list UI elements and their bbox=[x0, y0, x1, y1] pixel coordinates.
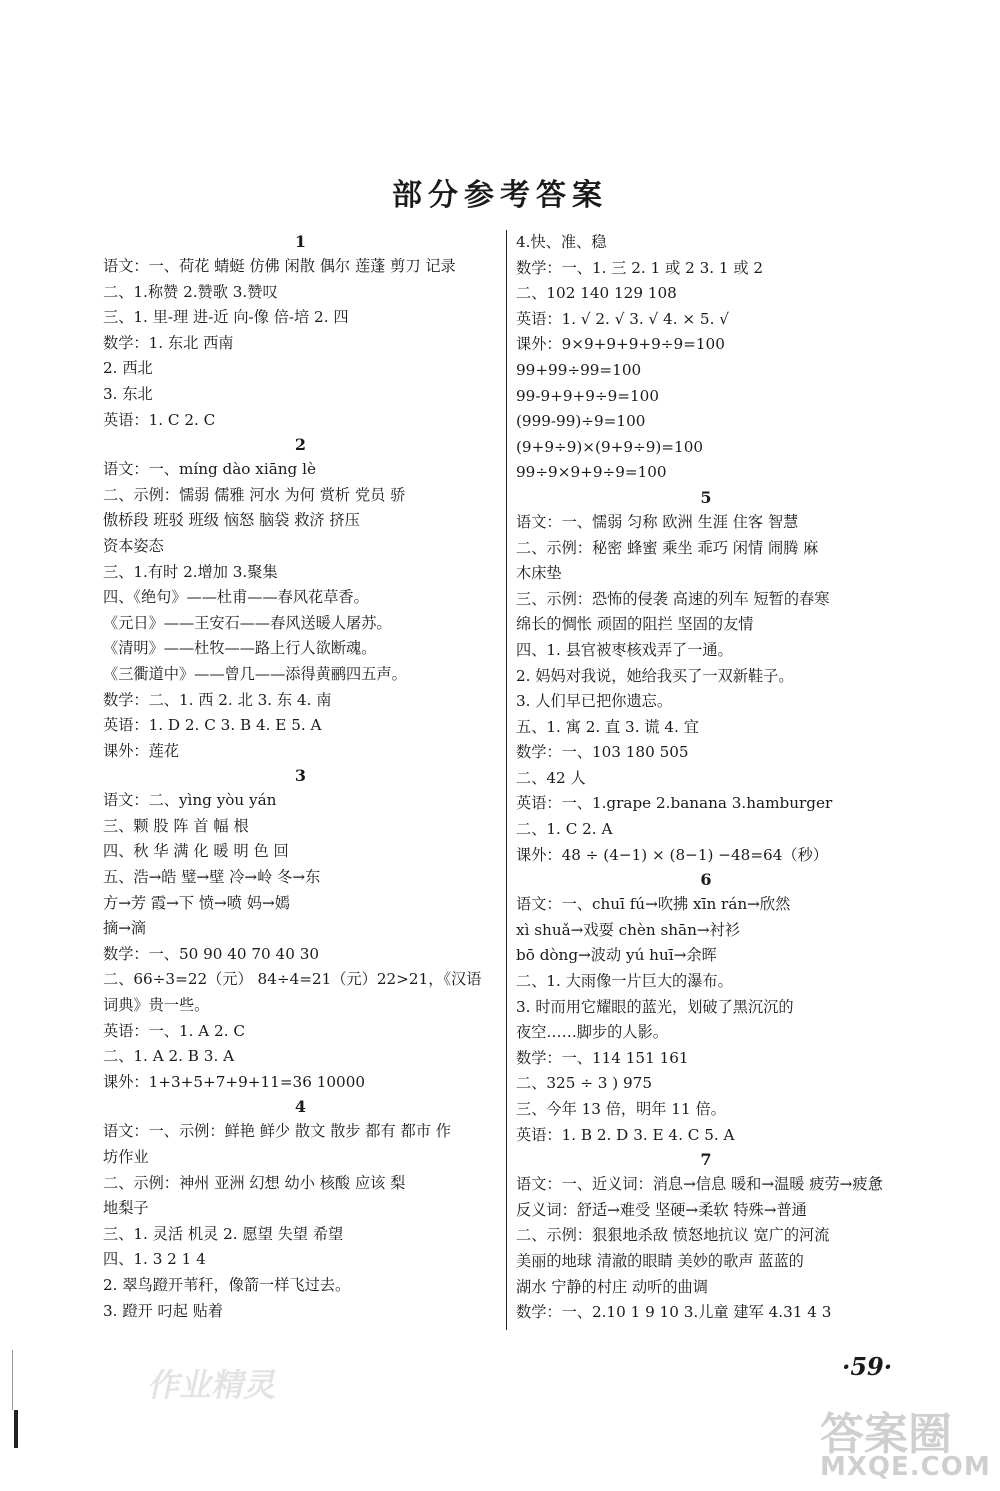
answer-line: 英语：1. √ 2. √ 3. √ 4. × 5. √ bbox=[516, 309, 729, 328]
answer-line: 反义词：舒适→难受 坚硬→柔软 特殊→普通 bbox=[516, 1200, 807, 1219]
answer-line: 二、1. C 2. A bbox=[516, 820, 613, 839]
answer-line: 湖水 宁静的村庄 动听的曲调 bbox=[516, 1277, 708, 1296]
answer-line: 四、1. 县官被枣核戏弄了一通。 bbox=[516, 640, 733, 659]
answer-line: 英语：1. B 2. D 3. E 4. C 5. A bbox=[516, 1125, 735, 1144]
column-divider bbox=[506, 230, 507, 1330]
answer-line: 英语：一、1.grape 2.banana 3.hamburger bbox=[516, 794, 833, 813]
answer-line: 三、颗 股 阵 首 幅 根 bbox=[103, 816, 249, 835]
answer-line: 二、1. A 2. B 3. A bbox=[103, 1047, 235, 1066]
section-number: 6 bbox=[700, 870, 712, 890]
answer-line: 五、1. 寓 2. 直 3. 谎 4. 宜 bbox=[516, 717, 699, 736]
answer-line: 傲桥段 班驳 班级 恼怒 脑袋 救济 挤压 bbox=[103, 511, 360, 530]
answer-line: 英语：1. D 2. C 3. B 4. E 5. A bbox=[103, 716, 322, 735]
answer-line: 《元日》——王安石——春风送暖人屠苏。 bbox=[103, 613, 392, 632]
answer-line: 坊作业 bbox=[103, 1148, 149, 1166]
answer-line: 三、示例：恐怖的侵袭 高速的列车 短暂的春寒 bbox=[516, 589, 830, 608]
watermark-url: MXQE.COM bbox=[820, 1452, 991, 1482]
right-answer-column bbox=[516, 230, 896, 1326]
answer-line: 99÷9×9+9÷9=100 bbox=[516, 463, 667, 482]
answer-line: 4.快、准、稳 bbox=[516, 233, 607, 251]
answer-line: 四、秋 华 满 化 暖 明 色 回 bbox=[103, 842, 289, 861]
answer-line: 方→芳 霞→下 愤→喷 妈→嫣 bbox=[103, 893, 290, 912]
answer-line: 四、1. 3 2 1 4 bbox=[103, 1250, 206, 1269]
answer-line: 课外：48 ÷ (4−1) × (8−1) −48=64（秒） bbox=[516, 845, 828, 864]
section-number: 5 bbox=[700, 487, 712, 507]
section-number: 3 bbox=[294, 766, 307, 786]
answer-line: 二、示例：懦弱 儒雅 河水 为何 赏析 党员 骄 bbox=[103, 485, 406, 504]
binding-edge-line bbox=[12, 1350, 13, 1410]
section-number: 4 bbox=[294, 1097, 307, 1117]
answer-line: 三、今年 13 倍，明年 11 倍。 bbox=[516, 1100, 726, 1118]
answer-line: 词典》贵一些。 bbox=[103, 996, 210, 1015]
answer-line: 地梨子 bbox=[103, 1199, 149, 1218]
watermark-logo: 答案圈 bbox=[820, 1409, 952, 1460]
answer-line: 二、102 140 129 108 bbox=[516, 284, 677, 303]
answer-line: 二、325 ÷ 3 ) 975 bbox=[516, 1074, 652, 1093]
answer-line: 3. 东北 bbox=[103, 384, 153, 403]
answer-line: 美丽的地球 清澈的眼睛 美妙的歌声 蓝蓝的 bbox=[516, 1251, 804, 1270]
section-number: 2 bbox=[294, 435, 307, 455]
answer-line: 课外：9×9+9+9+9÷9=100 bbox=[516, 335, 725, 354]
answer-line: 语文：一、荷花 蜻蜓 仿佛 闲散 偶尔 莲蓬 剪刀 记录 bbox=[103, 257, 456, 275]
answer-line: xì shuǎ→戏耍 chèn shān→衬衫 bbox=[516, 920, 740, 939]
left-answer-column bbox=[103, 230, 498, 1324]
watermark-left: 作业精灵 bbox=[145, 1366, 282, 1404]
answer-line: 数学：二、1. 西 2. 北 3. 东 4. 南 bbox=[103, 690, 332, 709]
answer-line: 语文：二、yìng yòu yán bbox=[103, 791, 277, 810]
answer-line: 语文：一、近义词：消息→信息 暖和→温暖 疲劳→疲惫 bbox=[516, 1175, 883, 1194]
section-number: 7 bbox=[700, 1150, 712, 1170]
answer-line: (9+9÷9)×(9+9÷9)=100 bbox=[516, 437, 704, 456]
answer-line: 《清明》——杜牧——路上行人欲断魂。 bbox=[103, 639, 377, 658]
answer-line: 语文：一、懦弱 匀称 欧洲 生涯 住客 智慧 bbox=[516, 512, 799, 531]
answer-line: 三、1. 灵活 机灵 2. 愿望 失望 希望 bbox=[103, 1224, 344, 1243]
answer-line: 数学：一、1. 三 2. 1 或 2 3. 1 或 2 bbox=[516, 258, 764, 277]
answer-line: 夜空……脚步的人影。 bbox=[516, 1023, 668, 1042]
answer-line: 数学：1. 东北 西南 bbox=[103, 333, 234, 352]
answer-line: 数学：一、103 180 505 bbox=[516, 743, 689, 762]
answer-line: 三、1. 里-理 进-近 向-像 倍-培 2. 四 bbox=[103, 308, 349, 327]
answer-line: 二、示例：秘密 蜂蜜 乘坐 乖巧 闲情 闹腾 麻 bbox=[516, 538, 819, 557]
answer-line: bō dòng→波动 yú huī→余晖 bbox=[516, 946, 717, 965]
answer-line: 语文：一、míng dào xiāng lè bbox=[103, 460, 316, 479]
answer-line: 英语：一、1. A 2. C bbox=[103, 1021, 245, 1040]
answer-line: 二、示例：神州 亚洲 幻想 幼小 核酸 应该 梨 bbox=[103, 1173, 406, 1192]
answer-line: 英语：1. C 2. C bbox=[103, 410, 216, 429]
answer-line: 2. 妈妈对我说，她给我买了一双新鞋子。 bbox=[516, 666, 794, 685]
answer-line: 语文：一、示例：鲜艳 鲜少 散文 散步 都有 都市 作 bbox=[103, 1122, 451, 1141]
answer-line: 2. 西北 bbox=[103, 359, 153, 378]
answer-line: 木床垫 bbox=[516, 564, 562, 583]
answer-line: 摘→滴 bbox=[103, 919, 147, 938]
answer-line: 二、1. 大雨像一片巨大的瀑布。 bbox=[516, 972, 733, 991]
answer-line: 99-9+9+9÷9=100 bbox=[516, 386, 659, 405]
answer-line: 三、1.有时 2.增加 3.聚集 bbox=[103, 562, 278, 581]
binding-edge-mark bbox=[14, 1410, 18, 1448]
answer-line: 语文：一、chuī fú→吹拂 xīn rán→欣然 bbox=[516, 895, 791, 914]
answer-line: 《三衢道中》——曾几——添得黄鹂四五声。 bbox=[103, 664, 407, 683]
answer-line: 五、浩→皓 璧→壁 冷→岭 冬→东 bbox=[103, 868, 321, 887]
answer-line: 数学：一、2.10 1 9 10 3.儿童 建军 4.31 4 3 bbox=[516, 1303, 832, 1322]
answer-line: 2. 翠鸟蹬开苇秆，像箭一样飞过去。 bbox=[103, 1275, 351, 1294]
answer-line: 资本姿态 bbox=[103, 536, 164, 555]
page-number: ·59· bbox=[842, 1352, 893, 1381]
answer-line: 课外：莲花 bbox=[103, 741, 179, 760]
answer-line: 99+99÷99=100 bbox=[516, 360, 642, 379]
answer-line: 3. 时而用它耀眼的蓝光，划破了黑沉沉的 bbox=[516, 997, 794, 1016]
answer-line: 数学：一、114 151 161 bbox=[516, 1048, 689, 1067]
answer-line: 二、66÷3=22（元） 84÷4=21（元）22>21，《汉语 bbox=[103, 970, 482, 989]
answer-line: 数学：一、50 90 40 70 40 30 bbox=[103, 944, 320, 963]
answer-line: 二、42 人 bbox=[516, 768, 586, 787]
section-number: 1 bbox=[294, 232, 307, 251]
answer-line: 3. 人们早已把你遗忘。 bbox=[516, 692, 673, 711]
answer-line: 绵长的惆怅 顽固的阻拦 坚固的友情 bbox=[516, 615, 754, 634]
answer-line: 课外：1+3+5+7+9+11=36 10000 bbox=[103, 1072, 366, 1091]
answer-line: 二、1.称赞 2.赞歌 3.赞叹 bbox=[103, 282, 278, 301]
answer-line: (999-99)÷9=100 bbox=[516, 412, 646, 431]
answer-line: 3. 蹬开 叼起 贴着 bbox=[103, 1301, 224, 1320]
page-title: 部分参考答案 bbox=[392, 178, 608, 213]
answer-line: 四、《绝句》——杜甫——春风花草香。 bbox=[103, 588, 369, 607]
answer-line: 二、示例：狠狠地杀敌 愤怒地抗议 宽广的河流 bbox=[516, 1226, 830, 1245]
